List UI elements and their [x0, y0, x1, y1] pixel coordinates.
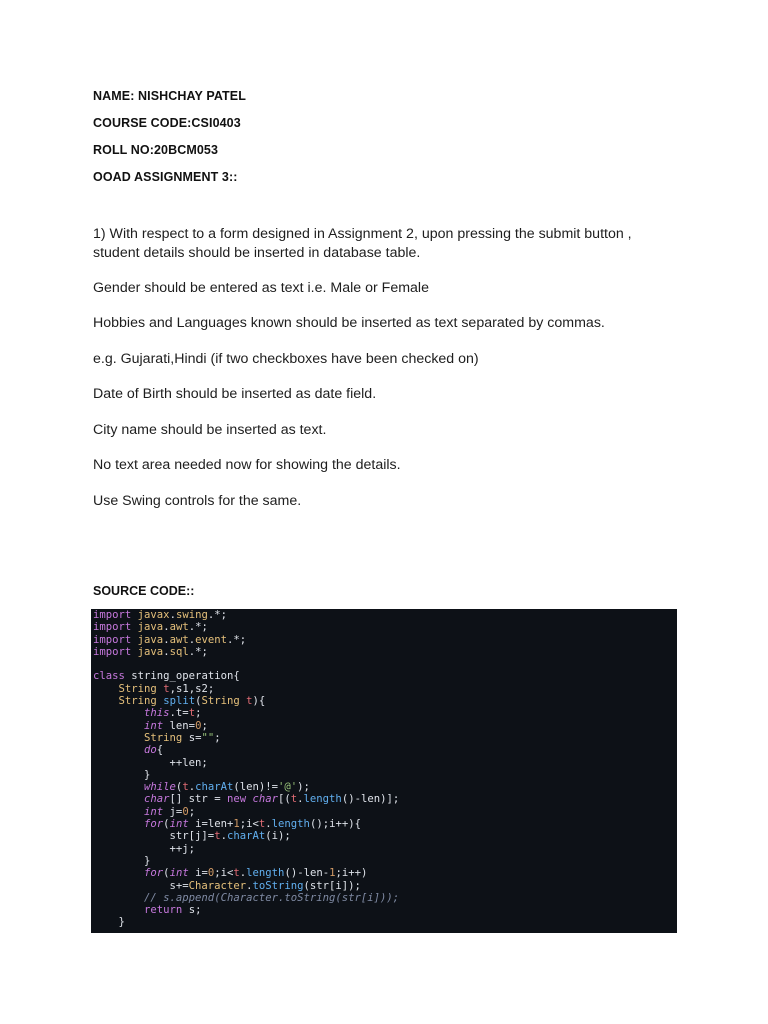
- dob-instruction: Date of Birth should be inserted as date field.: [93, 386, 377, 402]
- code-line: import java.awt.event.*;: [93, 633, 247, 646]
- hobbies-instruction: Hobbies and Languages known should be inserted as text separated by commas.: [93, 315, 605, 331]
- code-line: for(int i=len+1;i<t.length();i++){: [144, 818, 361, 831]
- assignment-title: OOAD ASSIGNMENT 3::: [93, 170, 238, 184]
- source-code-label: SOURCE CODE::: [93, 584, 195, 598]
- code-block: [93, 609, 399, 929]
- student-name: NAME: NISHCHAY PATEL: [93, 89, 246, 103]
- course-code: COURSE CODE:CSI0403: [93, 116, 241, 130]
- textarea-instruction: No text area needed now for showing the details.: [93, 457, 401, 473]
- code-line: str[j]=t.charAt(i);: [93, 830, 291, 843]
- code-line: this.t=t;: [144, 707, 202, 720]
- code-line: String t,s1,s2;: [118, 682, 215, 695]
- code-line: return s;: [144, 904, 202, 917]
- example-instruction: e.g. Gujarati,Hindi (if two checkboxes have been checked on): [93, 351, 479, 367]
- code-line: import java.sql.*;: [93, 645, 208, 658]
- city-instruction: City name should be inserted as text.: [93, 422, 327, 438]
- code-line: import java.awt.*;: [93, 621, 208, 634]
- code-line: import javax.swing.*;: [93, 609, 227, 621]
- code-line: s+=Character.toString(str[i]);: [93, 879, 361, 892]
- code-line: String split(String t){: [118, 695, 266, 708]
- source-code-screenshot: [91, 609, 677, 933]
- code-line: while(t.charAt(len)!='@');: [144, 781, 310, 794]
- code-line: ++len;: [93, 756, 208, 769]
- code-line: }: [93, 854, 151, 867]
- code-line: int j=0;: [144, 805, 196, 818]
- code-line: for(int i=0;i<t.length()-len-1;i++): [144, 867, 368, 880]
- roll-number: ROLL NO:20BCM053: [93, 143, 219, 157]
- code-line: char[] str = new char[(t.length()-len)];: [144, 793, 400, 806]
- code-line: }: [93, 916, 125, 929]
- gender-instruction: Gender should be entered as text i.e. Male or Female: [93, 280, 429, 296]
- swing-instruction: Use Swing controls for the same.: [93, 493, 302, 509]
- question-intro: 1) With respect to a form designed in Assignment 2, upon pressing the submit button , student details should be inserted in database table.: [93, 226, 632, 261]
- code-line: // s.append(Character.toString(str[i]));: [144, 891, 400, 904]
- code-line: }: [93, 768, 151, 781]
- code-line: int len=0;: [144, 719, 208, 732]
- code-line: do{: [144, 744, 164, 757]
- code-line: ++j;: [93, 842, 196, 855]
- code-line: String s="";: [144, 731, 221, 744]
- code-line: class string_operation{: [93, 670, 240, 683]
